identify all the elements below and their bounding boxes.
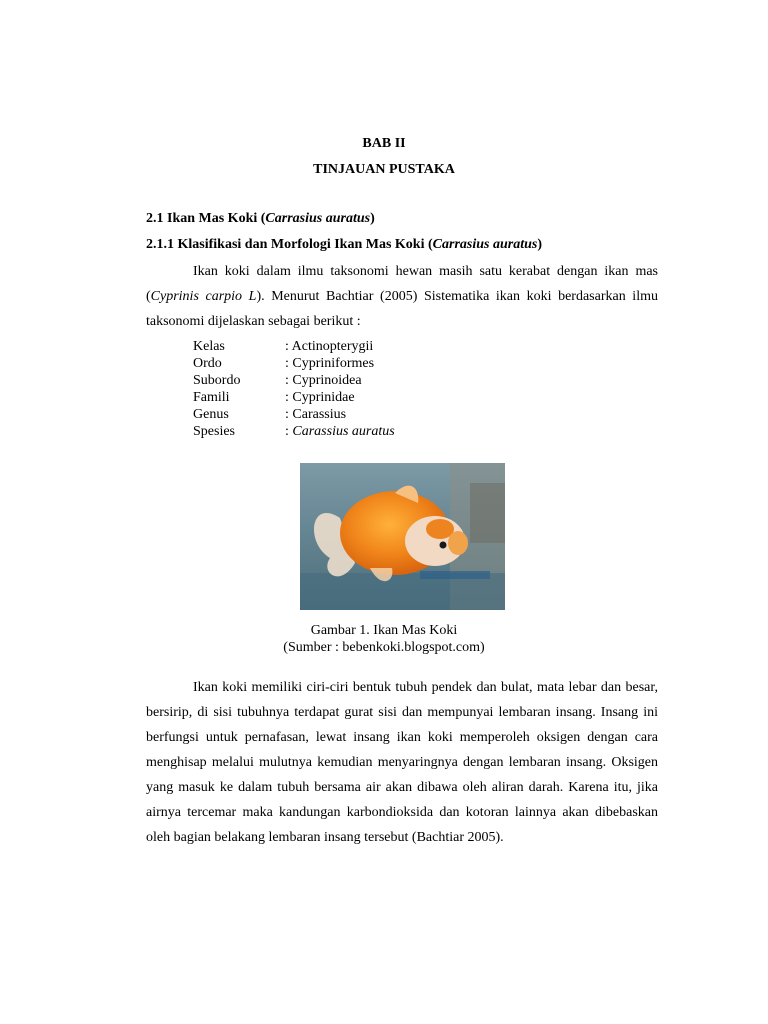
goldfish-photo <box>300 463 505 610</box>
taxonomy-row <box>193 355 395 372</box>
taxonomy-label: Famili <box>193 390 230 405</box>
intro-paragraph-part2: ). Menurut Bachtiar (2005) Sistematika ikan koki berdasarkan ilmu taksonomi dijelaskan sebagai berikut : <box>146 289 658 329</box>
figure-caption: Gambar 1. Ikan Mas Koki <box>310 623 458 638</box>
taxonomy-row <box>193 338 395 355</box>
intro-paragraph-italic: Cyprinis carpio L <box>150 289 257 304</box>
taxonomy-value: : Cyprinoidea <box>285 373 362 388</box>
taxonomy-value: : Carassius <box>285 407 347 422</box>
chapter-heading: BAB II <box>362 136 406 151</box>
subsection-heading-end: ) <box>537 237 542 252</box>
taxonomy-label: Kelas <box>193 339 225 354</box>
taxonomy-value-colon: : <box>285 424 293 439</box>
section-heading-end: ) <box>370 211 375 226</box>
taxonomy-label: Ordo <box>193 356 222 371</box>
description-paragraph: Ikan koki memiliki ciri-ciri bentuk tubuh pendek dan bulat, mata lebar dan besar, bersirip, di sisi tubuhnya terdapat gurat sisi dan mempunyai lembaran insang. Insang ini berfungsi untuk pernafasan, lewat insang ikan koki memperoleh oksigen dengan cara menghisap melalui mulutnya kemudian menyaringnya dengan lembaran insang. Oksigen yang masuk ke dalam tubuh bersama air akan dibawa oleh aliran darah. Karena itu, jika airnya tercemar maka kandungan karbondioksida dan kotoran lainnya akan dibebaskan oleh bagian belakang lembaran insang tersebut (Bachtiar 2005). <box>146 680 658 845</box>
taxonomy-value-italic: Carassius auratus <box>292 424 395 439</box>
taxonomy-list <box>193 338 395 440</box>
taxonomy-row <box>193 406 395 423</box>
section-heading <box>146 211 375 227</box>
intro-paragraph-part1: Ikan koki dalam ilmu taksonomi hewan masih satu kerabat dengan ikan mas ( <box>146 264 658 304</box>
intro-paragraph <box>146 259 658 334</box>
taxonomy-value: : Cyprinidae <box>285 390 355 405</box>
subsection-heading <box>146 237 542 253</box>
chapter-title: TINJAUAN PUSTAKA <box>313 162 455 177</box>
subsection-heading-text: 2.1.1 Klasifikasi dan Morfologi Ikan Mas Koki ( <box>146 237 433 252</box>
section-heading-text: 2.1 Ikan Mas Koki ( <box>146 211 266 226</box>
taxonomy-label: Genus <box>193 407 229 422</box>
taxonomy-label: Spesies <box>193 424 235 439</box>
figure-source: (Sumber : bebenkoki.blogspot.com) <box>283 640 485 655</box>
section-heading-italic: Carrasius auratus <box>265 211 371 226</box>
taxonomy-row <box>193 389 395 406</box>
subsection-heading-italic: Carrasius auratus <box>432 237 538 252</box>
taxonomy-value <box>285 423 395 440</box>
taxonomy-value: : Actinopterygii <box>285 339 374 354</box>
taxonomy-row <box>193 423 395 440</box>
taxonomy-label: Subordo <box>193 373 241 388</box>
taxonomy-value: : Cypriniformes <box>285 356 375 371</box>
taxonomy-row <box>193 372 395 389</box>
